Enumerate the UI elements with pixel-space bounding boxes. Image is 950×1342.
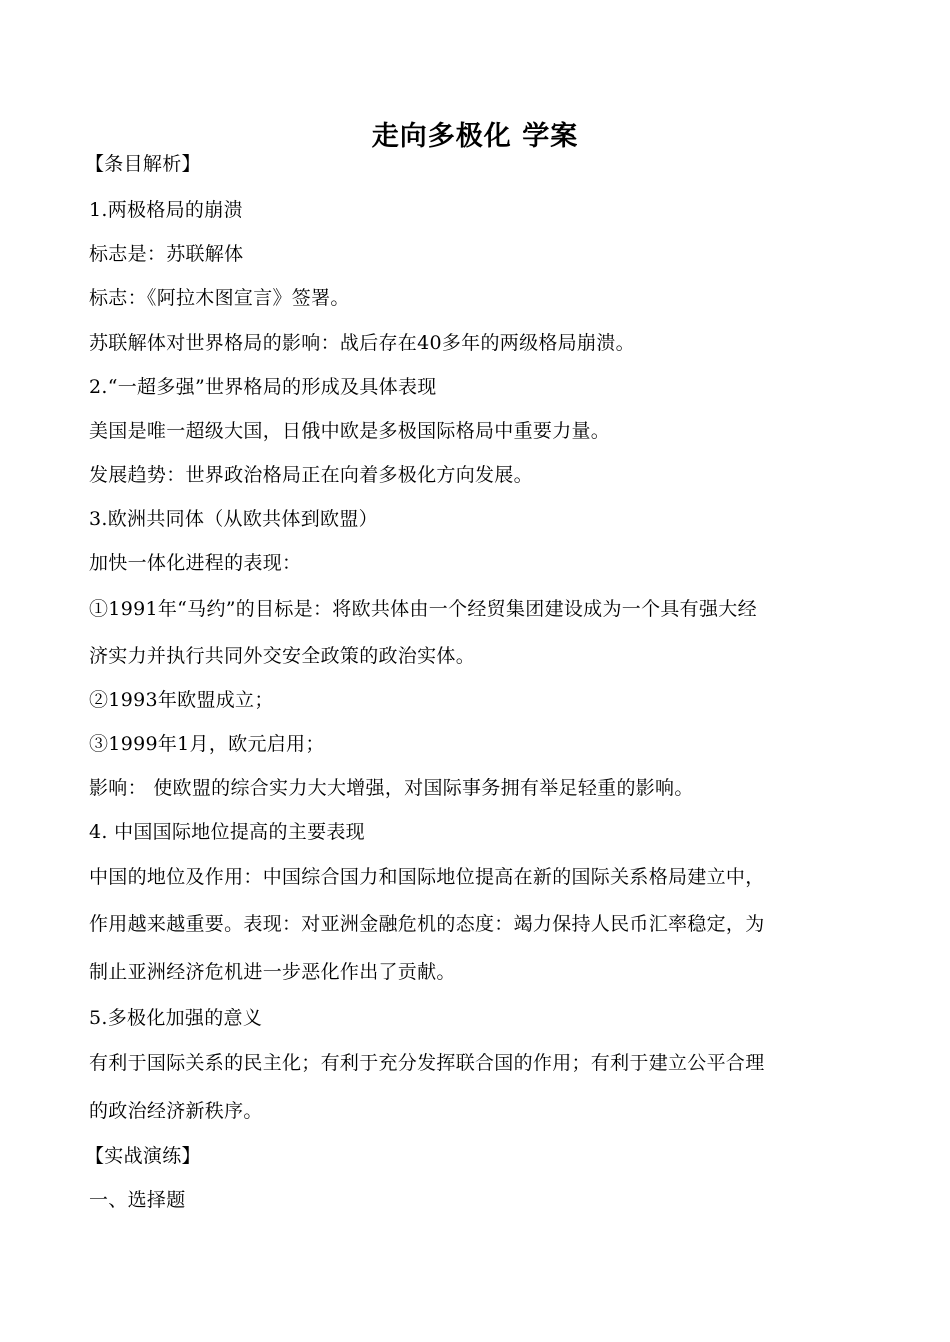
paragraph-line: 作用越来越重要。表现：对亚洲金融危机的态度：竭力保持人民币汇率稳定，为 — [89, 913, 765, 935]
item-heading-5: 5.多极化加强的意义 — [89, 1007, 263, 1029]
section-heading-analysis: 【条目解析】 — [85, 153, 201, 175]
paragraph-line: 美国是唯一超级大国，日俄中欧是多极国际格局中重要力量。 — [89, 420, 611, 442]
paragraph-line: 中国的地位及作用：中国综合国力和国际地位提高在新的国际关系格局建立中， — [89, 866, 765, 888]
paragraph-line: 发展趋势：世界政治格局正在向着多极化方向发展。 — [89, 464, 533, 486]
paragraph-line: 有利于国际关系的民主化；有利于充分发挥联合国的作用；有利于建立公平合理 — [89, 1052, 765, 1074]
subsection-heading-choice: 一、选择题 — [89, 1189, 186, 1211]
paragraph-line: 标志是：苏联解体 — [89, 243, 244, 265]
paragraph-line: 济实力并执行共同外交安全政策的政治实体。 — [89, 645, 476, 667]
paragraph-line: ③1999年1月，欧元启用； — [89, 733, 325, 755]
paragraph-line: 制止亚洲经济危机进一步恶化作出了贡献。 — [89, 961, 456, 983]
item-heading-1: 1.两极格局的崩溃 — [89, 199, 243, 221]
item-heading-2: 2.“一超多强”世界格局的形成及具体表现 — [89, 376, 437, 398]
item-heading-4: 4. 中国国际地位提高的主要表现 — [89, 821, 365, 843]
paragraph-line: 苏联解体对世界格局的影响：战后存在40多年的两级格局崩溃。 — [89, 332, 635, 354]
paragraph-line: ②1993年欧盟成立； — [89, 689, 274, 711]
item-heading-3: 3.欧洲共同体（从欧共体到欧盟） — [89, 508, 378, 530]
paragraph-line: ①1991年“马约”的目标是：将欧共体由一个经贸集团建设成为一个具有强大经 — [89, 598, 757, 620]
paragraph-line: 标志：《阿拉木图宣言》签署。 — [89, 287, 350, 309]
section-heading-practice: 【实战演练】 — [85, 1145, 201, 1167]
paragraph-line: 加快一体化进程的表现： — [89, 552, 302, 574]
paragraph-line: 的政治经济新秩序。 — [89, 1100, 263, 1122]
document-title: 走向多极化 学案 — [371, 121, 579, 152]
paragraph-line: 影响： 使欧盟的综合实力大大增强，对国际事务拥有举足轻重的影响。 — [89, 777, 694, 799]
